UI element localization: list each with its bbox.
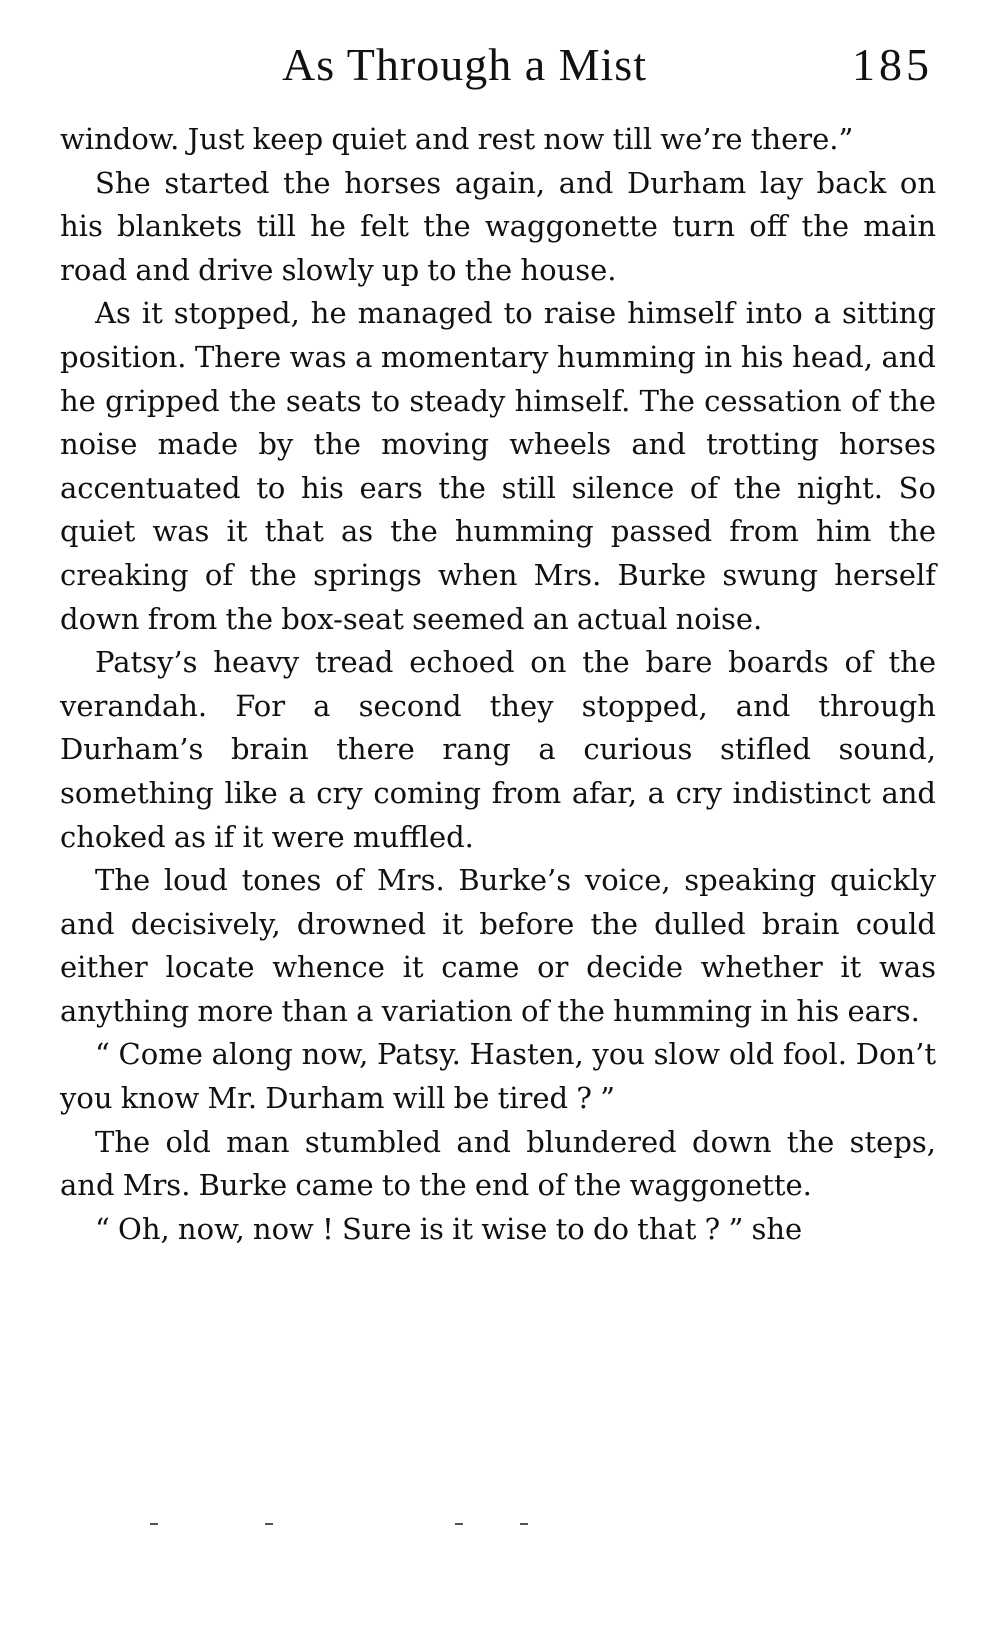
ink-speck bbox=[265, 1523, 273, 1525]
body-text bbox=[60, 118, 936, 1251]
paragraph: “ Come along now, Patsy. Hasten, you slow old fool. Don’t you know Mr. Durham will be tired ? ” bbox=[60, 1037, 936, 1116]
paragraph: The loud tones of Mrs. Burke’s voice, speaking quickly and decisively, drowned it before the dulled brain could either locate whence it came or decide whether it was anything more than a variation of the humming in his ears. bbox=[60, 863, 936, 1028]
page-header bbox=[60, 38, 935, 98]
paragraph: As it stopped, he managed to raise himself into a sitting position. There was a momentary humming in his head, and he gripped the seats to steady himself. The cessation of the noise made by the moving wheels and trotting horses accentuated to his ears the still silence of the night. So quiet was it that as the humming passed from him the creaking of the springs when Mrs. Burke swung herself down from the box-seat seemed an actual noise. bbox=[60, 296, 936, 636]
running-title: As Through a Mist bbox=[282, 39, 647, 90]
paragraph: The old man stumbled and blundered down the steps, and Mrs. Burke came to the end of the waggonette. bbox=[60, 1124, 936, 1203]
paragraph-last: “ Oh, now, now ! Sure is it wise to do that ? ” she bbox=[95, 1211, 803, 1246]
ink-speck bbox=[455, 1523, 463, 1525]
paragraph: She started the horses again, and Durham lay back on his blankets till he felt the waggonette turn off the main road and drive slowly up to the house. bbox=[60, 165, 936, 287]
ink-speck bbox=[520, 1523, 528, 1525]
paragraph: Patsy’s heavy tread echoed on the bare boards of the verandah. For a second they stopped, and through Durham’s brain there rang a curious stifled sound, something like a cry coming from afar, a cry indistinct and choked as if it were muffled. bbox=[60, 645, 936, 854]
cut-off-line-remnants bbox=[60, 1523, 560, 1529]
paragraph-continuation: window. Just keep quiet and rest now till we’re there.” bbox=[60, 122, 854, 156]
ink-speck bbox=[150, 1523, 158, 1525]
page-number: 185 bbox=[852, 39, 933, 90]
